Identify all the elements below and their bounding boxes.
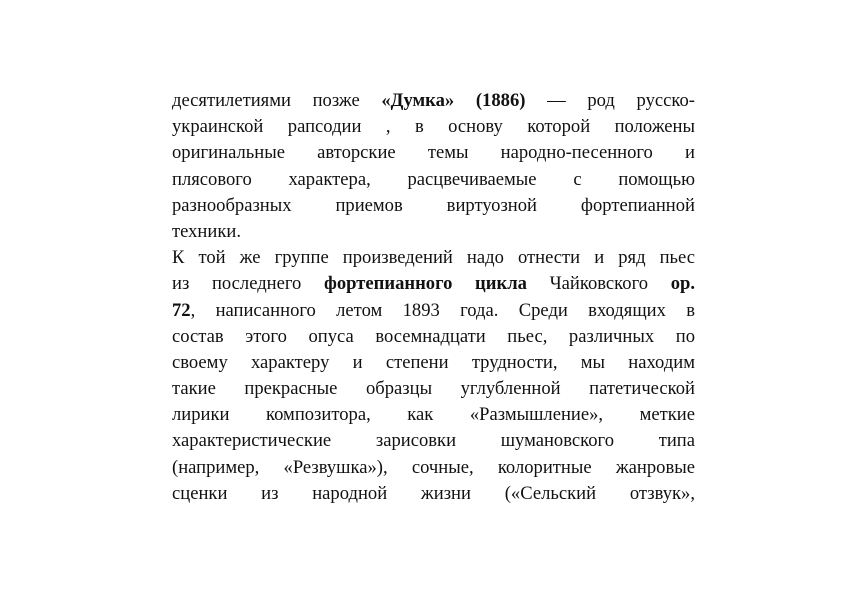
text-line [172,167,695,193]
text-segment: состав этого опуса восемнадцати пьес, различных по [172,325,695,347]
text-segment: сценки из народной жизни («Сельский отзвук», [172,482,695,504]
text-segment: украинской рапсодии , в основу которой положены [172,116,695,138]
text-segment: оригинальные авторские темы народно-песенного и [172,142,695,164]
text-line [172,324,695,350]
text-line [172,140,695,166]
text-line [172,245,695,271]
text-segment: характеристические зарисовки шумановского типа [172,430,695,452]
text-line [172,88,695,114]
text-segment: техники. [172,220,241,242]
text-segment: разнообразных приемов виртуозной фортепианной [172,194,695,216]
bold-text-segment: ор. [670,273,695,295]
text-segment: (например, «Резвушка»), сочные, колоритные жанровые [172,456,695,478]
text-segment: такие прекрасные образцы углубленной патетической [172,378,695,400]
text-segment: лирики композитора, как «Размышление», меткие [172,404,695,426]
text-segment: Чайковского [526,273,671,295]
bold-text-segment: фортепианного цикла [324,273,527,295]
text-segment: — род русско- [525,90,695,111]
text-line [172,298,695,324]
text-line [172,376,695,402]
text-line [172,114,695,140]
text-line [172,455,695,481]
text-line [172,428,695,454]
body-text [172,88,695,507]
text-segment: десятилетиями позже [172,90,382,111]
text-segment: плясового характера, расцвечиваемые с помощью [172,168,695,190]
text-segment: К той же группе произведений надо отнести и ряд пьес [172,247,695,269]
text-segment: из последнего [172,273,325,295]
text-line [172,402,695,428]
bold-text-segment: 72 [172,299,191,321]
text-line [172,193,695,219]
bold-text-segment: «Думка» (1886) [381,90,526,111]
text-line [172,271,695,297]
text-segment: своему характеру и степени трудности, мы находим [172,351,695,373]
text-line [172,219,695,245]
text-segment: , написанного летом 1893 года. Среди входящих в [190,299,695,321]
text-line [172,481,695,507]
text-line [172,350,695,376]
